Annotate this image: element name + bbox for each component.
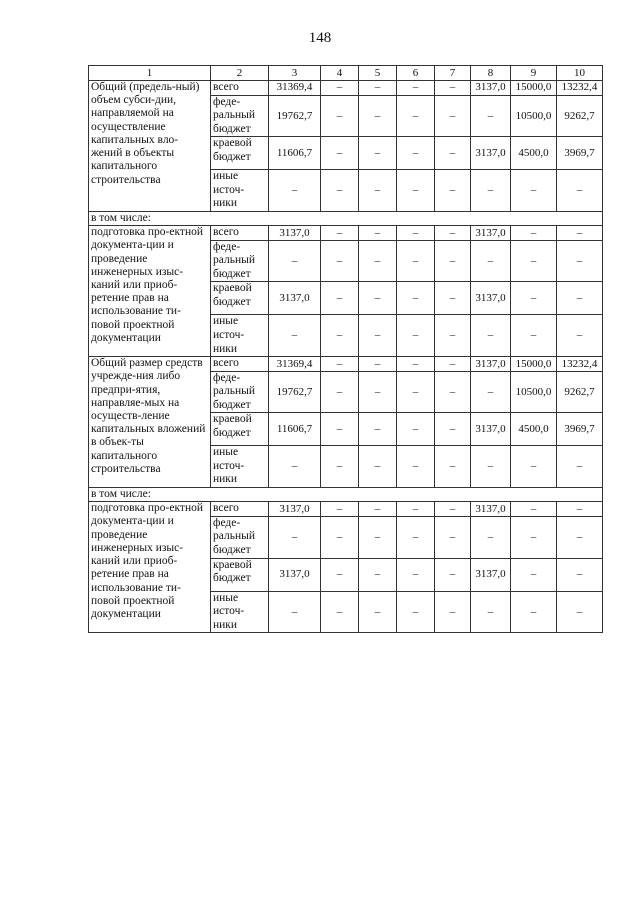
value-cell: – [435, 502, 471, 517]
value-cell: – [471, 315, 511, 357]
value-cell: – [359, 446, 397, 488]
value-cell: 4500,0 [511, 137, 557, 170]
value-cell: 3969,7 [557, 413, 603, 446]
value-cell: – [511, 170, 557, 212]
value-cell: – [435, 81, 471, 96]
value-cell: 3137,0 [471, 282, 511, 315]
value-cell: – [269, 516, 321, 558]
column-header: 2 [211, 66, 269, 81]
value-cell: 3137,0 [471, 357, 511, 372]
value-cell: 13232,4 [557, 357, 603, 372]
table-row [89, 502, 603, 517]
value-cell: – [359, 170, 397, 212]
value-cell: – [321, 170, 359, 212]
funding-source: всего [211, 357, 269, 372]
value-cell: – [359, 226, 397, 241]
table-row [89, 81, 603, 96]
value-cell: – [321, 137, 359, 170]
value-cell: – [321, 315, 359, 357]
value-cell: 3137,0 [471, 502, 511, 517]
value-cell: – [511, 516, 557, 558]
value-cell: – [321, 226, 359, 241]
table-row [89, 357, 603, 372]
table-row [89, 226, 603, 241]
section-label: в том числе: [89, 488, 603, 502]
value-cell: – [397, 226, 435, 241]
value-cell: – [269, 315, 321, 357]
value-cell: 15000,0 [511, 357, 557, 372]
value-cell: – [557, 315, 603, 357]
value-cell: – [397, 413, 435, 446]
value-cell: – [471, 95, 511, 137]
value-cell: – [557, 558, 603, 591]
value-cell: – [397, 240, 435, 282]
column-header: 5 [359, 66, 397, 81]
value-cell: – [435, 591, 471, 633]
value-cell: – [269, 170, 321, 212]
funding-source: краевой бюджет [211, 558, 269, 591]
column-header: 1 [89, 66, 211, 81]
column-header: 10 [557, 66, 603, 81]
value-cell: – [435, 516, 471, 558]
value-cell: – [269, 591, 321, 633]
column-header: 6 [397, 66, 435, 81]
funding-source: краевой бюджет [211, 282, 269, 315]
value-cell: – [511, 558, 557, 591]
value-cell: 3137,0 [471, 558, 511, 591]
section-row [89, 488, 603, 502]
value-cell: 9262,7 [557, 371, 603, 413]
value-cell: – [557, 240, 603, 282]
value-cell: 3137,0 [471, 81, 511, 96]
value-cell: – [359, 357, 397, 372]
funding-source: краевой бюджет [211, 137, 269, 170]
value-cell: – [557, 591, 603, 633]
value-cell: – [321, 81, 359, 96]
value-cell: – [321, 371, 359, 413]
value-cell: 15000,0 [511, 81, 557, 96]
value-cell: – [359, 315, 397, 357]
value-cell: – [397, 591, 435, 633]
value-cell: – [435, 95, 471, 137]
value-cell: – [397, 502, 435, 517]
value-cell: – [359, 516, 397, 558]
value-cell: – [471, 371, 511, 413]
funding-source: феде-ральный бюджет [211, 240, 269, 282]
value-cell: – [359, 371, 397, 413]
funding-source: феде-ральный бюджет [211, 516, 269, 558]
value-cell: – [511, 502, 557, 517]
value-cell: 3137,0 [269, 502, 321, 517]
column-header: 7 [435, 66, 471, 81]
value-cell: – [435, 357, 471, 372]
value-cell: – [359, 81, 397, 96]
value-cell: – [359, 591, 397, 633]
value-cell: – [557, 446, 603, 488]
value-cell: 10500,0 [511, 371, 557, 413]
value-cell: – [397, 516, 435, 558]
value-cell: 11606,7 [269, 413, 321, 446]
funding-source: всего [211, 226, 269, 241]
value-cell: – [359, 558, 397, 591]
value-cell: – [321, 446, 359, 488]
value-cell: – [471, 516, 511, 558]
value-cell: – [557, 502, 603, 517]
value-cell: – [435, 170, 471, 212]
value-cell: – [435, 240, 471, 282]
value-cell: – [359, 502, 397, 517]
section-label: в том числе: [89, 211, 603, 225]
value-cell: 3137,0 [269, 282, 321, 315]
value-cell: – [321, 591, 359, 633]
value-cell: – [269, 446, 321, 488]
header-row [89, 66, 603, 81]
funding-source: феде-ральный бюджет [211, 95, 269, 137]
budget-table [88, 65, 603, 633]
value-cell: – [397, 95, 435, 137]
value-cell: – [397, 558, 435, 591]
value-cell: 9262,7 [557, 95, 603, 137]
value-cell: 4500,0 [511, 413, 557, 446]
indicator-label: подготовка про-ектной документа-ции и проведение инженерных изыс-каний или приоб-ретение прав на использование ти-повой проектной документации [89, 502, 211, 633]
table-body [89, 66, 603, 633]
value-cell: – [435, 226, 471, 241]
value-cell: 3137,0 [471, 137, 511, 170]
value-cell: – [471, 240, 511, 282]
value-cell: – [397, 170, 435, 212]
funding-source: краевой бюджет [211, 413, 269, 446]
value-cell: – [511, 240, 557, 282]
funding-source: иные источ-ники [211, 170, 269, 212]
value-cell: – [435, 446, 471, 488]
value-cell: – [359, 240, 397, 282]
value-cell: – [321, 282, 359, 315]
value-cell: – [397, 371, 435, 413]
value-cell: 31369,4 [269, 81, 321, 96]
value-cell: – [557, 170, 603, 212]
value-cell: – [557, 516, 603, 558]
value-cell: 11606,7 [269, 137, 321, 170]
value-cell: – [511, 591, 557, 633]
value-cell: 3137,0 [269, 226, 321, 241]
value-cell: – [511, 446, 557, 488]
value-cell: – [321, 413, 359, 446]
funding-source: иные источ-ники [211, 315, 269, 357]
value-cell: – [397, 315, 435, 357]
value-cell: – [557, 282, 603, 315]
value-cell: – [397, 357, 435, 372]
value-cell: – [471, 591, 511, 633]
value-cell: – [397, 282, 435, 315]
value-cell: – [321, 502, 359, 517]
funding-source: феде-ральный бюджет [211, 371, 269, 413]
value-cell: 3137,0 [471, 413, 511, 446]
value-cell: – [435, 371, 471, 413]
value-cell: – [321, 240, 359, 282]
value-cell: – [359, 137, 397, 170]
value-cell: – [359, 95, 397, 137]
value-cell: – [435, 558, 471, 591]
value-cell: – [269, 240, 321, 282]
value-cell: – [511, 282, 557, 315]
value-cell: – [321, 357, 359, 372]
value-cell: – [397, 81, 435, 96]
value-cell: 19762,7 [269, 371, 321, 413]
value-cell: – [321, 516, 359, 558]
indicator-label: Общий размер средств учрежде-ния либо предпри-ятия, направляе-мых на осуществ-ление капитальных вложений в объек-ты капитального строительства [89, 357, 211, 488]
column-header: 3 [269, 66, 321, 81]
funding-source: всего [211, 81, 269, 96]
value-cell: – [435, 315, 471, 357]
value-cell: – [359, 282, 397, 315]
value-cell: 3137,0 [269, 558, 321, 591]
value-cell: – [435, 413, 471, 446]
value-cell: – [321, 95, 359, 137]
column-header: 9 [511, 66, 557, 81]
value-cell: – [557, 226, 603, 241]
indicator-label: Общий (предель-ный) объем субси-дии, направляемой на осуществление капитальных вло-жений в объекты капитального строительства [89, 81, 211, 212]
value-cell: – [435, 137, 471, 170]
value-cell: – [435, 282, 471, 315]
value-cell: – [397, 446, 435, 488]
value-cell: – [359, 413, 397, 446]
page-number: 148 [308, 30, 332, 46]
value-cell: 31369,4 [269, 357, 321, 372]
value-cell: – [321, 558, 359, 591]
value-cell: 3969,7 [557, 137, 603, 170]
value-cell: 3137,0 [471, 226, 511, 241]
funding-source: иные источ-ники [211, 591, 269, 633]
funding-source: всего [211, 502, 269, 517]
column-header: 8 [471, 66, 511, 81]
value-cell: 19762,7 [269, 95, 321, 137]
value-cell: 10500,0 [511, 95, 557, 137]
value-cell: – [471, 170, 511, 212]
value-cell: – [397, 137, 435, 170]
column-header: 4 [321, 66, 359, 81]
value-cell: 13232,4 [557, 81, 603, 96]
section-row [89, 211, 603, 225]
funding-source: иные источ-ники [211, 446, 269, 488]
value-cell: – [511, 226, 557, 241]
value-cell: – [511, 315, 557, 357]
indicator-label: подготовка про-ектной документа-ции и проведение инженерных изыс-каний или приоб-ретение прав на использование ти-повой проектной документации [89, 226, 211, 357]
value-cell: – [471, 446, 511, 488]
